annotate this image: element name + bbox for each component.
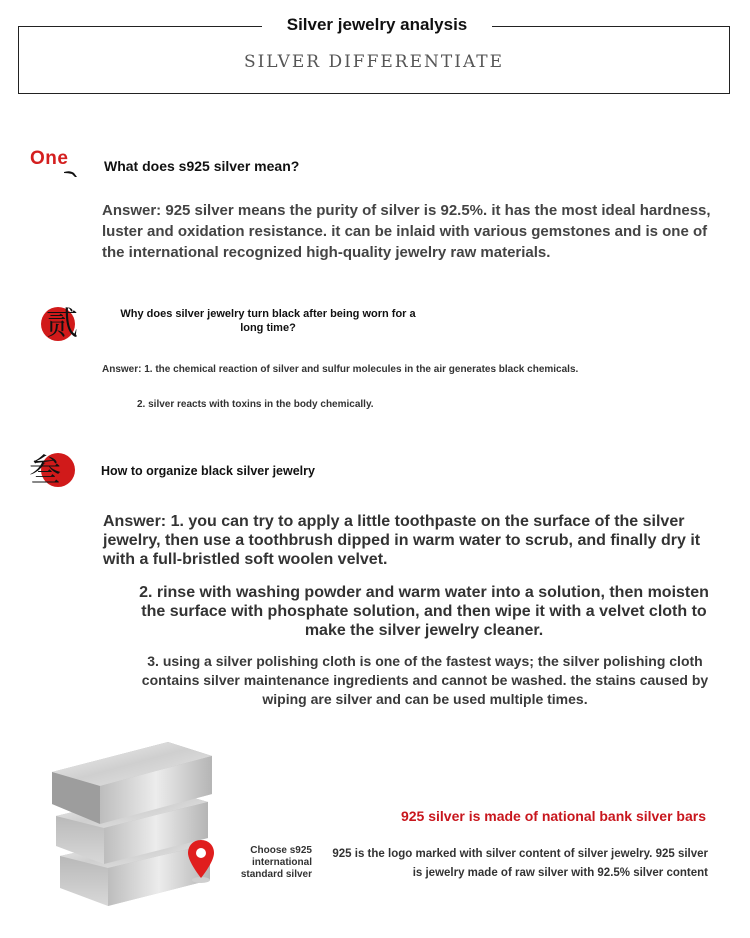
choose-s925-caption bbox=[226, 845, 312, 881]
section-two-answer-1: Answer: 1. the chemical reaction of silver and sulfur molecules in the air generates black chemicals. bbox=[102, 364, 579, 375]
choose-line-2: international bbox=[251, 857, 312, 868]
section-two-question-line1: Why does silver jewelry turn black after being worn for a bbox=[120, 308, 416, 320]
section-one-answer: Answer: 925 silver means the purity of silver is 92.5%. it has the most ideal hardness, luster and oxidation resistance. it can be inlaid with various gemstones and is one of the international recognized high-quality jewelry raw materials. bbox=[102, 202, 711, 261]
bank-bars-title: 925 silver is made of national bank silver bars bbox=[400, 808, 706, 824]
section-one-marker: One bbox=[30, 148, 69, 169]
bank-bars-description: 925 is the logo marked with silver content of silver jewelry. 925 silver is jewelry made of raw silver with 92.5% silver content bbox=[332, 848, 708, 879]
section-one-question: What does s925 silver mean? bbox=[104, 158, 300, 174]
seal-two-glyph: 贰 bbox=[46, 304, 78, 342]
silver-bars-image bbox=[40, 728, 230, 918]
brush-stroke-icon bbox=[64, 170, 78, 178]
choose-line-3: standard silver bbox=[240, 869, 312, 880]
seal-two-icon bbox=[26, 300, 78, 344]
section-three-answer-1: Answer: 1. you can try to apply a little toothpaste on the surface of the silver jewelry, then use a toothbrush dipped in warm water to scrub, and finally dry it with a full-bristled soft woolen velvet. bbox=[103, 513, 701, 568]
section-three-answer-3: 3. using a silver polishing cloth is one of the fastest ways; the silver polishing cloth contains silver maintenance ingredients and cannot be washed. the stains caused by wiping are silver and can be used multiple times. bbox=[141, 653, 709, 707]
section-three-question: How to organize black silver jewelry bbox=[101, 464, 315, 478]
section-two-answer-2: 2. silver reacts with toxins in the body chemically. bbox=[137, 399, 374, 410]
location-pin-icon bbox=[186, 838, 216, 884]
seal-three-icon bbox=[26, 448, 78, 492]
section-three-answer-2: 2. rinse with washing powder and warm water into a solution, then moisten the surface with phosphate solution, and then wipe it with a velvet cloth to make the silver jewelry cleaner. bbox=[139, 584, 709, 639]
page-subtitle: SILVER DIFFERENTIATE bbox=[243, 52, 505, 72]
seal-three-glyph: 叁 bbox=[29, 451, 62, 489]
section-two-question bbox=[100, 307, 436, 335]
page-title: Silver jewelry analysis bbox=[262, 13, 492, 37]
choose-line-1: Choose s925 bbox=[250, 845, 312, 856]
section-two-question-line2: long time? bbox=[240, 322, 296, 334]
